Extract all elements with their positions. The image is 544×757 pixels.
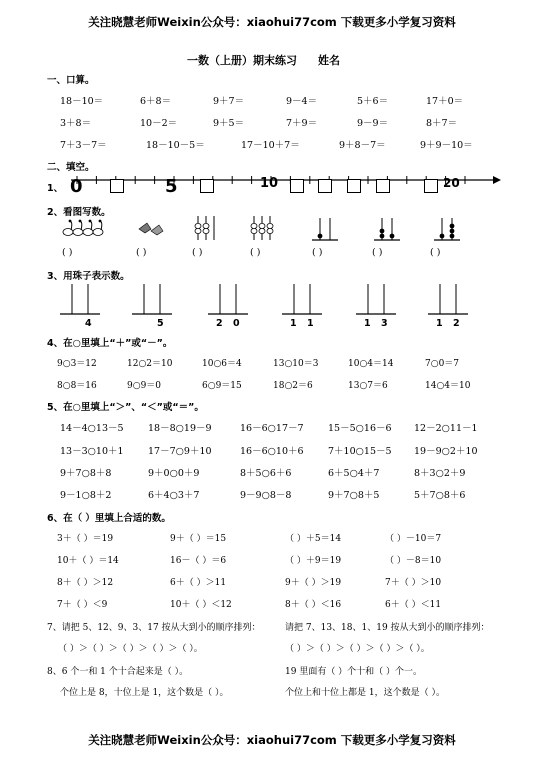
fill-number-item[interactable]: 10＋（ ）＜12: [170, 600, 232, 610]
q4-heading: 4、在○里填上“＋”或“－”。: [47, 338, 173, 349]
plus-minus-item[interactable]: 10○4＝14: [348, 359, 394, 369]
plus-minus-item[interactable]: 14○4＝10: [425, 381, 471, 391]
oral-calc-item: 7＋3－7＝: [60, 140, 107, 151]
section-1-heading: 一、口算。: [47, 75, 95, 86]
answer-blank[interactable]: ( ): [430, 247, 441, 258]
abacus-ones-label: 5: [157, 318, 164, 329]
number-line-label: 0: [70, 176, 83, 197]
plus-minus-item[interactable]: 7○0＝7: [425, 359, 460, 369]
oral-calc-item: 8＋7＝: [426, 118, 458, 129]
goose-group-icon: [62, 219, 106, 237]
oral-calc-item: 18－10＝: [60, 96, 104, 107]
compare-item[interactable]: 12－2○11－1: [414, 423, 478, 434]
compare-item[interactable]: 19－9○2＋10: [414, 446, 478, 457]
number-blank-box[interactable]: [200, 179, 214, 193]
compare-item[interactable]: 14－4○13－5: [60, 423, 124, 434]
answer-blank[interactable]: ( ): [372, 247, 383, 258]
compare-item[interactable]: 15－5○16－6: [328, 423, 392, 434]
oral-calc-item: 10－2＝: [140, 118, 178, 129]
fill-number-item[interactable]: 8＋（ ）＜16: [285, 600, 342, 610]
abacus-picture-icon: [432, 216, 462, 242]
section-2-heading: 二、填空。: [47, 162, 95, 173]
answer-blank[interactable]: ( ): [192, 247, 203, 258]
fill-number-item[interactable]: 7＋（ ）＞10: [385, 578, 442, 588]
q3-heading: 3、用珠子表示数。: [47, 271, 130, 282]
compare-item[interactable]: 17－7○9＋10: [148, 446, 212, 457]
compare-item[interactable]: 9＋0○0＋9: [148, 468, 200, 479]
number-blank-box[interactable]: [347, 179, 361, 193]
oral-calc-item: 9＋8－7＝: [339, 140, 386, 151]
fill-number-item[interactable]: 10＋（ ）＝14: [57, 556, 119, 566]
answer-blank[interactable]: ( ): [250, 247, 261, 258]
fill-number-item[interactable]: （ ）＋5＝14: [285, 534, 342, 544]
oral-calc-item: 7＋9＝: [286, 118, 318, 129]
q8-line1-left: 8、6 个一和 1 个十合起来是（ ）。: [47, 667, 189, 677]
compare-item[interactable]: 13－3○10＋1: [60, 446, 124, 457]
abacus-ones-label: 2: [453, 318, 460, 329]
plus-minus-item[interactable]: 8○8＝16: [57, 381, 97, 391]
compare-item[interactable]: 6＋5○4＋7: [328, 468, 380, 479]
empty-abacus-icon: [132, 284, 176, 316]
abacus-ones-label: 1: [307, 318, 314, 329]
oral-calc-item: 9＋9－10＝: [420, 140, 473, 151]
abacus-ones-label: 0: [233, 318, 240, 329]
oral-calc-item: 18－10－5＝: [146, 140, 205, 151]
q8-line2-right: 个位上和十位上都是 1，这个数是（ ）。: [285, 688, 445, 698]
number-blank-box[interactable]: [376, 179, 390, 193]
answer-blank[interactable]: ( ): [136, 247, 147, 258]
empty-abacus-icon: [60, 284, 104, 316]
compare-item[interactable]: 9－9○8－8: [240, 490, 292, 501]
q2-heading: 2、看图写数。: [47, 207, 111, 218]
number-blank-box[interactable]: [110, 179, 124, 193]
number-line-label: 20: [443, 176, 460, 190]
fill-number-item[interactable]: 3＋（ ）＝19: [57, 534, 114, 544]
fill-number-item[interactable]: 6＋（ ）＜11: [385, 600, 442, 610]
bead-counter-icon: [194, 216, 220, 242]
fill-number-item[interactable]: （ ）－10＝7: [385, 534, 442, 544]
abacus-picture-icon: [310, 216, 340, 242]
oral-calc-item: 6＋8＝: [140, 96, 172, 107]
compare-item[interactable]: 9＋7○8＋5: [328, 490, 380, 501]
abacus-tens-label: 1: [436, 318, 443, 329]
bottom-banner: 关注晓慧老师Weixin公众号：xiaohui77com 下载更多小学复习资料: [88, 733, 456, 747]
compare-item[interactable]: 9－1○8＋2: [60, 490, 112, 501]
compare-item[interactable]: 5＋7○8＋6: [414, 490, 466, 501]
empty-abacus-icon: [282, 284, 326, 316]
q8-line1-right: 19 里面有（ ）个十和（ ）个一。: [285, 667, 423, 677]
abacus-ones-label: 4: [85, 318, 92, 329]
plus-minus-item[interactable]: 6○9＝15: [202, 381, 242, 391]
compare-item[interactable]: 18－8○19－9: [148, 423, 212, 434]
oral-calc-item: 9－9＝: [357, 118, 389, 129]
fill-number-item[interactable]: 8＋（ ）＞12: [57, 578, 114, 588]
oral-calc-item: 17＋0＝: [426, 96, 464, 107]
fill-number-item[interactable]: 9＋（ ）＝15: [170, 534, 227, 544]
compare-item[interactable]: 16－6○10＋6: [240, 446, 304, 457]
number-blank-box[interactable]: [290, 179, 304, 193]
bird-group-icon: [137, 219, 165, 237]
plus-minus-item[interactable]: 9○9＝0: [127, 381, 162, 391]
compare-item[interactable]: 9＋7○8＋8: [60, 468, 112, 479]
oral-calc-item: 3＋8＝: [60, 118, 92, 129]
compare-item[interactable]: 8＋3○2＋9: [414, 468, 466, 479]
oral-calc-item: 17－10＋7＝: [241, 140, 300, 151]
number-blank-box[interactable]: [318, 179, 332, 193]
q7-right-prompt: 请把 7、13、18、1、19 按从大到小的顺序排列：: [285, 623, 490, 633]
compare-item[interactable]: 6＋4○3＋7: [148, 490, 200, 501]
q7-right-blanks[interactable]: （ ）＞（ ）＞（ ）＞（ ）＞（ ）。: [285, 644, 430, 654]
number-line-label: 10: [260, 176, 279, 191]
abacus-tens-label: 1: [290, 318, 297, 329]
abacus-tens-label: 1: [364, 318, 371, 329]
number-line-axis: [65, 176, 505, 196]
answer-blank[interactable]: ( ): [312, 247, 323, 258]
bead-counter-icon: [250, 216, 276, 242]
q1-label: 1、: [47, 183, 64, 194]
plus-minus-item[interactable]: 12○2＝10: [127, 359, 173, 369]
oral-calc-item: 5＋6＝: [357, 96, 389, 107]
number-line-label: 5: [165, 176, 178, 197]
oral-calc-item: 9＋5＝: [213, 118, 245, 129]
plus-minus-item[interactable]: 10○6＝4: [202, 359, 242, 369]
fill-number-item[interactable]: （ ）＋9＝19: [285, 556, 342, 566]
abacus-picture-icon: [372, 216, 402, 242]
name-label: 姓名: [318, 54, 340, 67]
fill-number-item[interactable]: 16－（ ）＝6: [170, 556, 227, 566]
oral-calc-item: 9－4＝: [286, 96, 318, 107]
page-title: 一数（上册）期末练习: [187, 54, 297, 67]
oral-calc-item: 9＋7＝: [213, 96, 245, 107]
q7-left-prompt: 7、请把 5、12、9、3、17 按从大到小的顺序排列：: [47, 623, 261, 633]
compare-item[interactable]: 7＋10○15－5: [328, 446, 392, 457]
plus-minus-item[interactable]: 13○10＝3: [273, 359, 319, 369]
compare-item[interactable]: 16－6○17－7: [240, 423, 304, 434]
number-blank-box[interactable]: [424, 179, 438, 193]
fill-number-item[interactable]: 7＋（ ）＜9: [57, 600, 108, 610]
plus-minus-item[interactable]: 18○2＝6: [273, 381, 313, 391]
empty-abacus-icon: [428, 284, 472, 316]
plus-minus-item[interactable]: 9○3＝12: [57, 359, 97, 369]
fill-number-item[interactable]: （ ）－8＝10: [385, 556, 442, 566]
compare-item[interactable]: 8＋5○6＋6: [240, 468, 292, 479]
q8-line2-left: 个位上是 8，十位上是 1，这个数是（ ）。: [60, 688, 229, 698]
top-banner: 关注晓慧老师Weixin公众号：xiaohui77com 下载更多小学复习资料: [88, 15, 456, 29]
empty-abacus-icon: [356, 284, 400, 316]
plus-minus-item[interactable]: 13○7＝6: [348, 381, 388, 391]
empty-abacus-icon: [208, 284, 252, 316]
q7-left-blanks[interactable]: （ ）＞（ ）＞（ ）＞（ ）＞（ ）。: [58, 644, 203, 654]
abacus-tens-label: 2: [216, 318, 223, 329]
arrow-icon: [493, 176, 501, 184]
fill-number-item[interactable]: 6＋（ ）＞11: [170, 578, 227, 588]
q5-heading: 5、在○里填上“＞”、“＜”或“＝”。: [47, 402, 204, 413]
fill-number-item[interactable]: 9＋（ ）＞19: [285, 578, 342, 588]
q6-heading: 6、在（ ）里填上合适的数。: [47, 513, 171, 524]
answer-blank[interactable]: ( ): [62, 247, 73, 258]
abacus-ones-label: 3: [381, 318, 388, 329]
